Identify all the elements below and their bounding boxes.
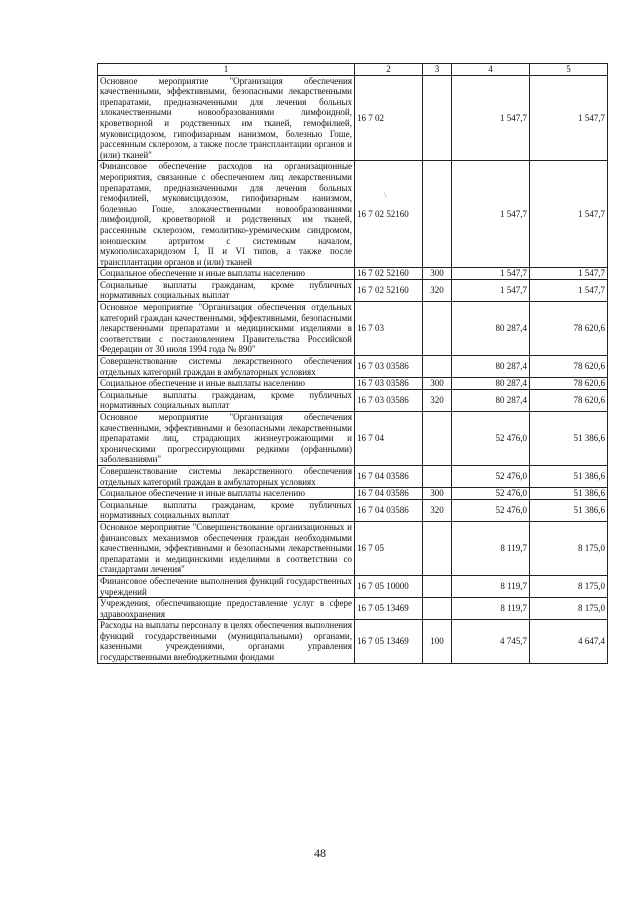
row-code-cell: 16 7 03 03586	[355, 378, 423, 390]
row-amount-year1-cell: 1 547,7	[452, 75, 530, 161]
row-name-cell: Социальные выплаты гражданам, кроме публичных нормативных социальных выплат	[98, 389, 355, 411]
row-code-cell: 16 7 02 52160	[355, 161, 423, 268]
row-amount-year2-cell: 1 547,7	[530, 279, 608, 301]
row-expense-type-cell	[423, 302, 452, 356]
row-expense-type-cell	[423, 412, 452, 466]
row-amount-year2-cell: 51 386,6	[530, 465, 608, 487]
table-row	[98, 356, 608, 378]
budget-table	[97, 63, 608, 664]
row-amount-year1-cell: 4 745,7	[452, 620, 530, 663]
row-amount-year1-cell: 8 119,7	[452, 575, 530, 597]
table-row	[98, 302, 608, 356]
table-row	[98, 75, 608, 161]
row-amount-year2-cell: 78 620,6	[530, 389, 608, 411]
row-amount-year2-cell: 1 547,7	[530, 161, 608, 268]
row-name-cell: Расходы на выплаты персоналу в целях обеспечения выполнения функций государственными (муниципальными) органами, казенными учреждениями, органами управления государственными внебюджетными фондами	[98, 620, 355, 663]
row-code-cell: 16 7 02 52160	[355, 279, 423, 301]
header-col-3: 3	[423, 64, 452, 76]
row-amount-year2-cell: 51 386,6	[530, 499, 608, 521]
row-amount-year1-cell: 1 547,7	[452, 161, 530, 268]
row-code-cell: 16 7 04 03586	[355, 488, 423, 500]
row-amount-year2-cell: 51 386,6	[530, 488, 608, 500]
header-col-5: 5	[530, 64, 608, 76]
header-col-4: 4	[452, 64, 530, 76]
table-row	[98, 620, 608, 663]
row-amount-year2-cell: 78 620,6	[530, 378, 608, 390]
row-amount-year2-cell: 8 175,0	[530, 575, 608, 597]
header-col-1: 1	[98, 64, 355, 76]
row-expense-type-cell	[423, 521, 452, 575]
row-amount-year1-cell: 52 476,0	[452, 499, 530, 521]
row-amount-year2-cell: 1 547,7	[530, 268, 608, 280]
table-row	[98, 499, 608, 521]
table-row	[98, 465, 608, 487]
scan-mark: \	[384, 190, 387, 200]
row-expense-type-cell: 100	[423, 620, 452, 663]
row-amount-year2-cell: 8 175,0	[530, 521, 608, 575]
row-expense-type-cell: 320	[423, 389, 452, 411]
row-amount-year2-cell: 8 175,0	[530, 598, 608, 620]
row-expense-type-cell: 320	[423, 499, 452, 521]
row-code-cell: 16 7 05 13469	[355, 620, 423, 663]
table-row	[98, 268, 608, 280]
table-row	[98, 521, 608, 575]
row-amount-year2-cell: 1 547,7	[530, 75, 608, 161]
row-expense-type-cell	[423, 465, 452, 487]
row-code-cell: 16 7 04 03586	[355, 499, 423, 521]
table-row	[98, 279, 608, 301]
table-row	[98, 412, 608, 466]
row-name-cell: Финансовое обеспечение выполнения функций государственных учреждений	[98, 575, 355, 597]
table-row	[98, 575, 608, 597]
page-number: 48	[314, 846, 326, 860]
table-row	[98, 598, 608, 620]
row-expense-type-cell	[423, 161, 452, 268]
row-amount-year1-cell: 8 119,7	[452, 598, 530, 620]
row-name-cell: Социальные выплаты гражданам, кроме публичных нормативных социальных выплат	[98, 499, 355, 521]
row-amount-year1-cell: 52 476,0	[452, 412, 530, 466]
row-amount-year1-cell: 80 287,4	[452, 302, 530, 356]
table-row	[98, 378, 608, 390]
row-expense-type-cell: 300	[423, 488, 452, 500]
row-expense-type-cell	[423, 356, 452, 378]
table-row	[98, 488, 608, 500]
row-amount-year1-cell: 52 476,0	[452, 465, 530, 487]
row-amount-year1-cell: 80 287,4	[452, 389, 530, 411]
row-name-cell: Социальное обеспечение и иные выплаты населению	[98, 268, 355, 280]
table-header-row	[98, 64, 608, 76]
row-name-cell: Совершенствование системы лекарственного обеспечения отдельных категорий граждан в амбулаторных условиях	[98, 465, 355, 487]
row-name-cell: Совершенствование системы лекарственного обеспечения отдельных категорий граждан в амбулаторных условиях	[98, 356, 355, 378]
row-code-cell: 16 7 03	[355, 302, 423, 356]
row-amount-year2-cell: 78 620,6	[530, 302, 608, 356]
row-name-cell: Финансовое обеспечение расходов на организационные мероприятия, связанные с обеспечением лиц лекарственными препаратами, предназначенными для лечения больных гемофилией, муковисцидозом, гипофизарным нанизмом, болезнью Гоше, злокачественными новообразованиями лимфоидной, кроветворной и родственных им тканей, рассеянным склерозом, гемолитико-уремическим синдромом, юношеским артритом с системным началом, мукополисахаридозом I, II и VI типов, а также после трансплантации органов и (или) тканей	[98, 161, 355, 268]
table-row	[98, 161, 608, 268]
row-code-cell: 16 7 04 03586	[355, 465, 423, 487]
row-code-cell: 16 7 05	[355, 521, 423, 575]
row-amount-year2-cell: 78 620,6	[530, 356, 608, 378]
row-code-cell: 16 7 02 52160	[355, 268, 423, 280]
row-code-cell: 16 7 04	[355, 412, 423, 466]
row-code-cell: 16 7 05 10000	[355, 575, 423, 597]
row-amount-year1-cell: 52 476,0	[452, 488, 530, 500]
row-code-cell: 16 7 03 03586	[355, 389, 423, 411]
row-name-cell: Основное мероприятие "Совершенствование организационных и финансовых механизмов обеспечения граждан необходимыми качественными, эффективными и безопасными лекарственными препаратами и медицинскими изделиями в соответствии со стандартами лечения"	[98, 521, 355, 575]
row-expense-type-cell: 300	[423, 268, 452, 280]
row-expense-type-cell	[423, 598, 452, 620]
row-amount-year2-cell: 51 386,6	[530, 412, 608, 466]
table-row	[98, 389, 608, 411]
row-name-cell: Социальное обеспечение и иные выплаты населению	[98, 488, 355, 500]
row-expense-type-cell	[423, 575, 452, 597]
row-name-cell: Социальное обеспечение и иные выплаты населению	[98, 378, 355, 390]
row-amount-year1-cell: 80 287,4	[452, 378, 530, 390]
row-amount-year1-cell: 80 287,4	[452, 356, 530, 378]
row-code-cell: 16 7 05 13469	[355, 598, 423, 620]
row-expense-type-cell	[423, 75, 452, 161]
row-name-cell: Учреждения, обеспечивающие предоставление услуг в сфере здравоохранения	[98, 598, 355, 620]
row-code-cell: 16 7 02	[355, 75, 423, 161]
row-name-cell: Основное мероприятие "Организация обеспечения качественными, эффективными, безопасными лекарственными препаратами, предназначенными для лечения больных злокачественными новообразованиями лимфоидной, кроветворной и родственных им тканей, гемофилией, муковисцидозом, гипофизарным нанизмом, болезнью Гоше, рассеянным склерозом, а также после трансплантации органов и (или) тканей"	[98, 75, 355, 161]
header-col-2: 2	[355, 64, 423, 76]
row-amount-year1-cell: 1 547,7	[452, 279, 530, 301]
row-amount-year1-cell: 1 547,7	[452, 268, 530, 280]
row-expense-type-cell: 320	[423, 279, 452, 301]
row-name-cell: Социальные выплаты гражданам, кроме публичных нормативных социальных выплат	[98, 279, 355, 301]
row-name-cell: Основное мероприятие "Организация обеспечения отдельных категорий граждан качественными, эффективными, безопасными лекарственными препаратами и медицинскими изделиями в соответствии с постановлением Правительства Российской Федерации от 30 июля 1994 года № 890"	[98, 302, 355, 356]
row-amount-year1-cell: 8 119,7	[452, 521, 530, 575]
row-expense-type-cell: 300	[423, 378, 452, 390]
row-amount-year2-cell: 4 647,4	[530, 620, 608, 663]
row-name-cell: Основное мероприятие "Организация обеспечения качественными, эффективными и безопасными лекарственными препаратами лиц, страдающих жизнеугрожающими и хроническими прогрессирующими редкими (орфанными) заболеваниями"	[98, 412, 355, 466]
row-code-cell: 16 7 03 03586	[355, 356, 423, 378]
